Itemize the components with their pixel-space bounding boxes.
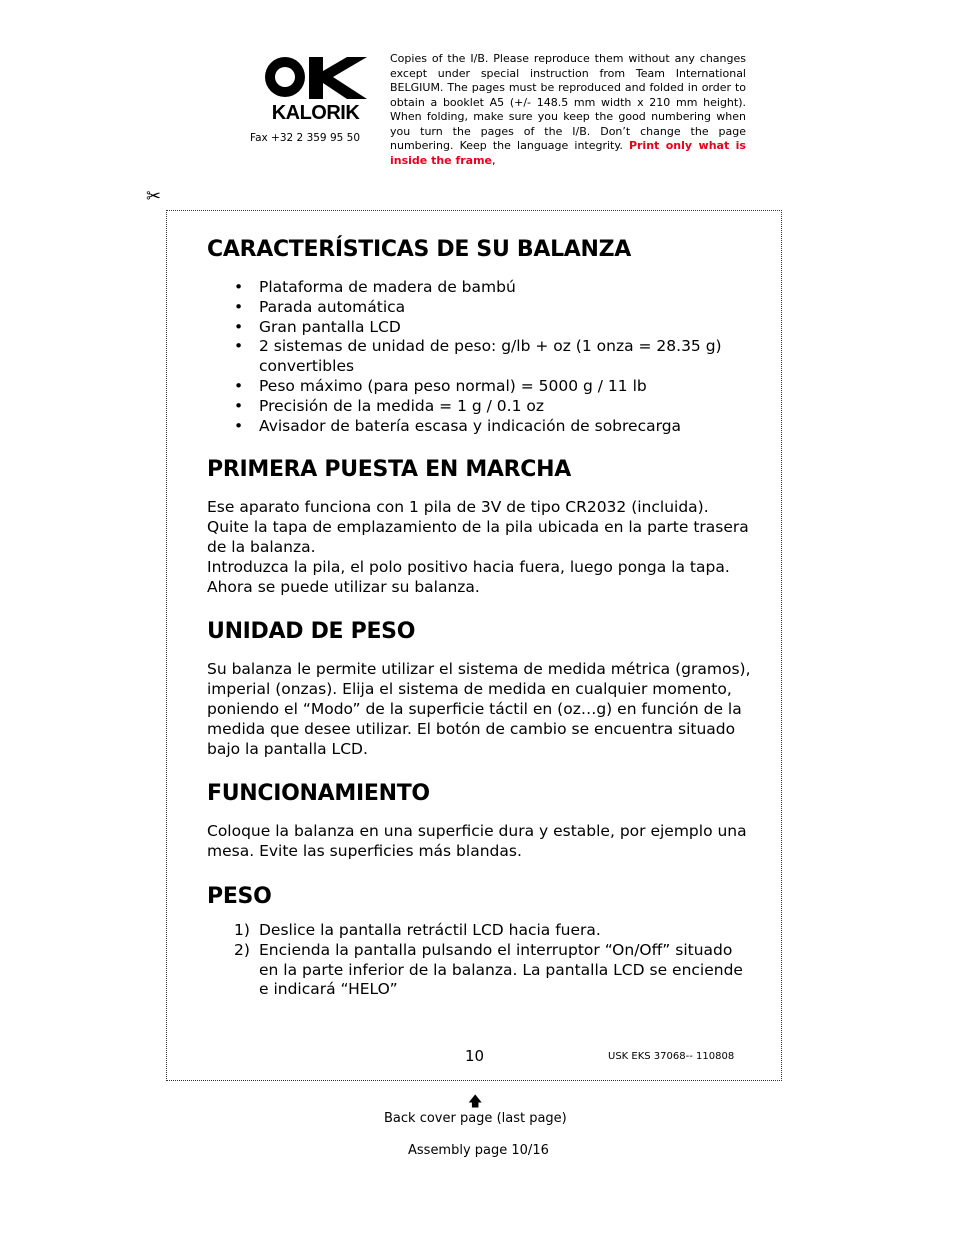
notice-text: Copies of the I/B. Please reproduce them without any changes except under special instruction from Team International BELGIUM. The pages must be reproduced and folded in order to obtain a booklet A5 (+/- 148.5 mm width x 210 mm height). When folding, make sure you keep the good numbering when you turn the pages of the I/B. Don’t change the page numbering. Keep the language integrity. (390, 52, 746, 152)
features-title: CARACTERÍSTICAS DE SU BALANZA (207, 237, 632, 262)
list-item: • Parada automática (259, 298, 752, 318)
first-use-paragraph-2: Introduzca la pila, el polo positivo hacia fuera, luego ponga la tapa. Ahora se puede utilizar su balanza. (207, 557, 730, 596)
document-code: USK EKS 37068-- 110808 (608, 1051, 735, 1062)
logo-wordmark: KALORIK (271, 102, 360, 124)
arrow-up-icon: 🡅 (468, 1094, 483, 1110)
step-text: Encienda la pantalla pulsando el interruptor “On/Off” situado en la parte inferior de la balanza. La pantalla LCD se enciende e indicará “HELO” (259, 940, 743, 999)
list-item: • Avisador de batería escasa y indicación de sobrecarga (259, 417, 752, 437)
list-item (234, 920, 752, 941)
step-text: Deslice la pantalla retráctil LCD hacia fuera. (259, 920, 601, 939)
operation-title: FUNCIONAMIENTO (207, 781, 430, 807)
weigh-title: PESO (207, 883, 272, 909)
page-content (207, 236, 752, 1000)
assembly-page-label: Assembly page 10/16 (408, 1143, 549, 1158)
weigh-steps (207, 921, 752, 1000)
unit-paragraph: Su balanza le permite utilizar el sistema de medida métrica (gramos), imperial (onzas). Elija el sistema de medida en cualquier momento, poniendo el “Modo” de la superficie táctil en (oz…g) en función de la medida que desee utilizar. El botón de cambio se encuentra situado bajo la pantalla LCD. (207, 660, 751, 758)
step-number: 2) (234, 940, 250, 959)
print-notice (390, 52, 746, 168)
list-item: • Precisión de la medida = 1 g / 0.1 oz (259, 397, 752, 417)
list-item (234, 940, 752, 1000)
operation-paragraph: Coloque la balanza en una superficie dura y estable, por ejemplo una mesa. Evite las superficies más blandas. (207, 822, 747, 861)
first-use-title: PRIMERA PUESTA EN MARCHA (207, 457, 571, 483)
notice-red-text: Print only what is inside the frame (390, 139, 746, 167)
page-number: 10 (465, 1047, 485, 1065)
first-use-paragraph-1: Ese aparato funciona con 1 pila de 3V de tipo CR2032 (incluida). Quite la tapa de emplazamiento de la pila ubicada en la parte trasera de la balanza. (207, 498, 749, 556)
list-item: • Plataforma de madera de bambú (259, 278, 752, 298)
scissors-icon: ✂ (146, 186, 162, 207)
fax-number: Fax +32 2 359 95 50 (250, 132, 361, 144)
step-number: 1) (234, 920, 250, 939)
list-item: • 2 sistemas de unidad de peso: g/lb + oz (1 onza = 28.35 g) convertibles (259, 337, 752, 377)
unit-title: UNIDAD DE PESO (207, 619, 416, 645)
list-item: • Gran pantalla LCD (259, 318, 752, 338)
back-cover-label: Back cover page (last page) (384, 1111, 567, 1126)
list-item: • Peso máximo (para peso normal) = 5000 g / 11 lb (259, 377, 752, 397)
features-list (207, 278, 752, 436)
notice-end: , (492, 153, 496, 167)
